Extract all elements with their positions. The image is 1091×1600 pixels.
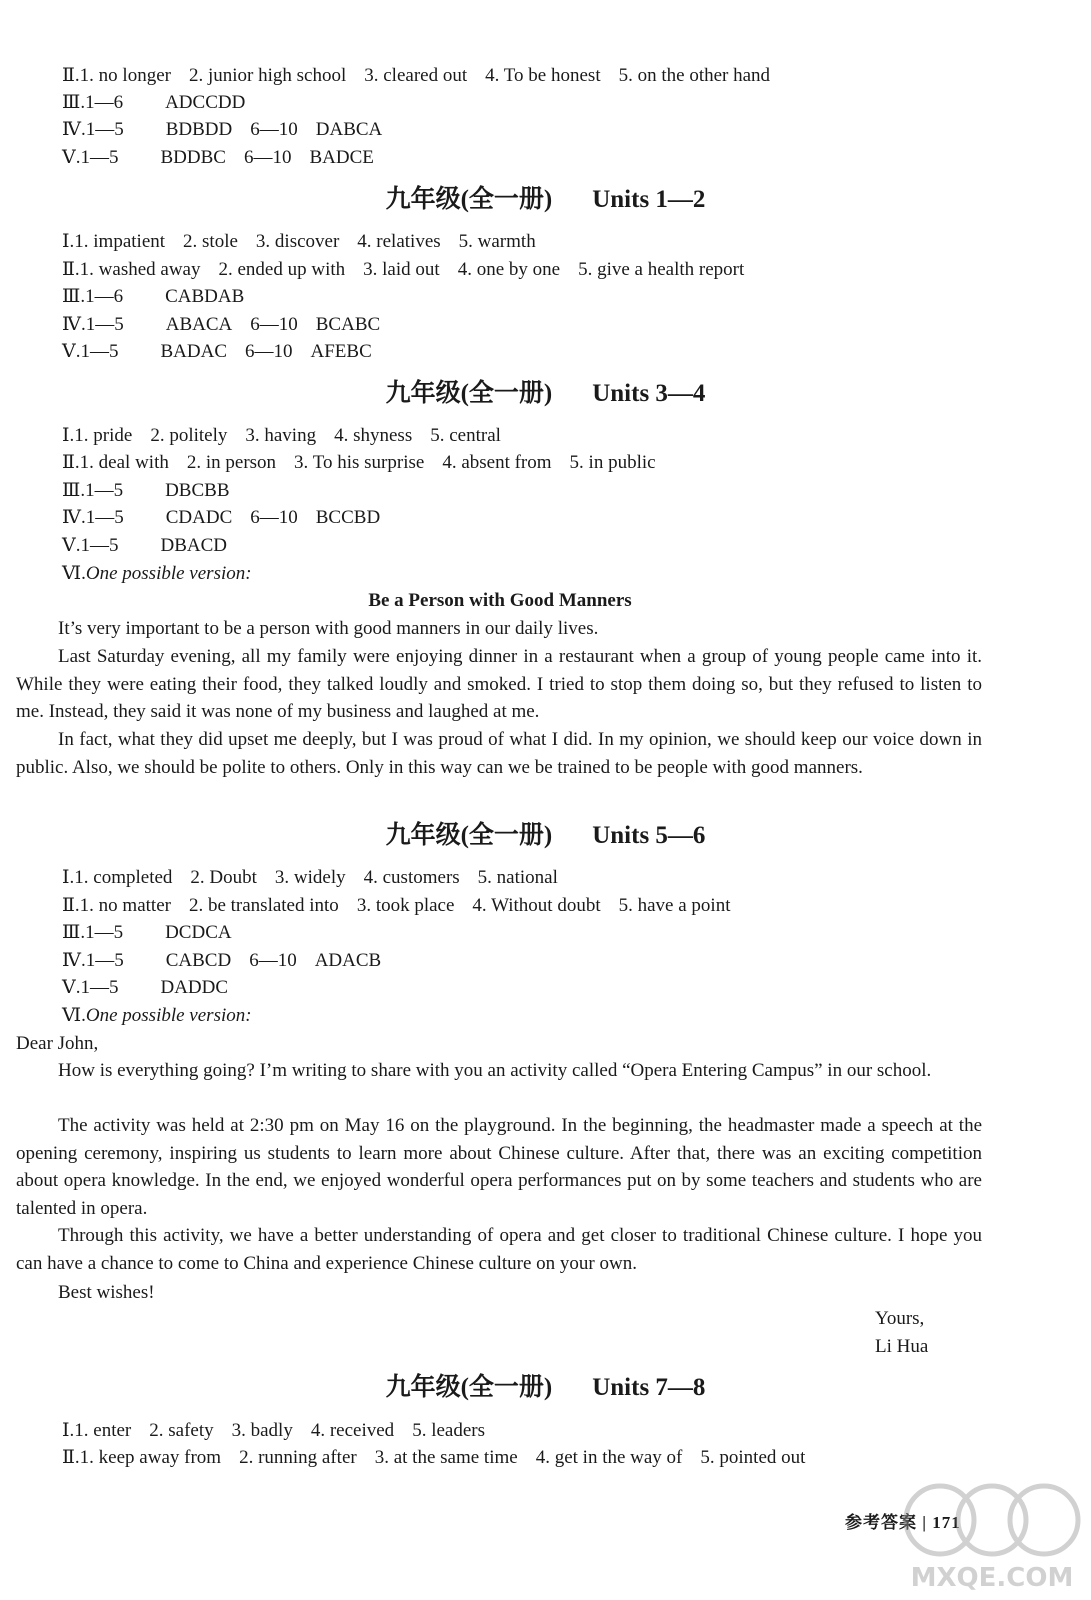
answer-line: Ⅱ.1. deal with 2. in person 3. To his surprise 4. absent from 5. in public (62, 452, 656, 473)
page-number: 171 (932, 1513, 961, 1532)
answer-line: Ⅲ.1—6 ADCCDD (62, 92, 246, 113)
section-heading: 九年级(全一册) Units 5—6 (385, 822, 706, 849)
essay-paragraph: Last Saturday evening, all my family were enjoying dinner in a restaurant when a group of young people came into it. While they were eating their food, they talked loudly and smoked. I tried to stop them doing so, but they refused to listen to me. Instead, they said it was none of my business and laughed at me. (16, 646, 982, 723)
answer-line: Ⅳ.1—5 CDADC 6—10 BCCBD (62, 507, 381, 528)
version-label: Ⅵ.One possible version: (62, 1005, 252, 1026)
answer-line: Ⅲ.1—6 CABDAB (62, 286, 245, 307)
essay-title: Be a Person with Good Manners (368, 590, 632, 611)
version-label: Ⅵ.One possible version: (62, 563, 252, 584)
section-heading: 九年级(全一册) Units 3—4 (385, 380, 706, 407)
answer-line: Ⅱ.1. keep away from 2. running after 3. at the same time 4. get in the way of 5. pointed out (62, 1447, 806, 1468)
letter-signature: Li Hua (875, 1336, 929, 1357)
answer-line: Ⅱ.1. washed away 2. ended up with 3. laid out 4. one by one 5. give a health report (62, 259, 745, 280)
answer-line: Ⅴ.1—5 BADAC 6—10 AFEBC (62, 341, 372, 362)
watermark-logo (900, 1478, 1085, 1596)
letter-paragraph: The activity was held at 2:30 pm on May 16 on the playground. In the beginning, the headmaster made a speech at the opening ceremony, inspiring us students to learn more about Chinese culture. After that, there was an exciting competition about opera knowledge. In the end, we enjoyed wonderful opera performances put on by some teachers and students who are talented in opera. (16, 1115, 982, 1220)
answer-line: Ⅳ.1—5 BDBDD 6—10 DABCA (62, 119, 383, 140)
answer-line: Ⅰ.1. completed 2. Doubt 3. widely 4. customers 5. national (62, 867, 558, 888)
answer-line: Ⅴ.1—5 DBACD (62, 535, 227, 556)
answer-line: Ⅱ.1. no matter 2. be translated into 3. took place 4. Without doubt 5. have a point (62, 895, 731, 916)
answer-line: Ⅳ.1—5 CABCD 6—10 ADACB (62, 950, 382, 971)
answer-line: Ⅴ.1—5 DADDC (62, 977, 229, 998)
answer-line: Ⅱ.1. no longer 2. junior high school 3. cleared out 4. To be honest 5. on the other hand (62, 65, 771, 86)
section-heading: 九年级(全一册) Units 7—8 (385, 1374, 706, 1401)
answer-line: Ⅲ.1—5 DBCBB (62, 480, 230, 501)
watermark-text: MXQE.COM (910, 1563, 1074, 1593)
essay-paragraph: In fact, what they did upset me deeply, but I was proud of what I did. In my opinion, we should keep our voice down in public. Also, we should be polite to others. Only in this way can we be trained to be people with good manners. (16, 729, 982, 778)
answer-line: Ⅲ.1—5 DCDCA (62, 922, 232, 943)
letter-paragraph: Through this activity, we have a better understanding of opera and get closer to traditional Chinese culture. I hope you can have a chance to come to China and experience Chinese culture on your own. (16, 1225, 982, 1274)
essay-paragraph: It’s very important to be a person with good manners in our daily lives. (58, 618, 599, 639)
letter-greeting: Dear John, (16, 1033, 99, 1054)
letter-closing: Yours, (875, 1308, 925, 1329)
letter-paragraph: Best wishes! (58, 1282, 155, 1303)
answer-line: Ⅰ.1. impatient 2. stole 3. discover 4. relatives 5. warmth (62, 231, 536, 252)
answer-line: Ⅳ.1—5 ABACA 6—10 BCABC (62, 314, 381, 335)
section-heading: 九年级(全一册) Units 1—2 (385, 186, 706, 213)
letter-paragraph: How is everything going? I’m writing to share with you an activity called “Opera Entering Campus” in our school. (58, 1060, 932, 1081)
answer-line: Ⅰ.1. pride 2. politely 3. having 4. shyness 5. central (62, 425, 501, 446)
answer-line: Ⅰ.1. enter 2. safety 3. badly 4. received 5. leaders (62, 1420, 485, 1441)
footer-separator: | (922, 1513, 927, 1532)
footer-label: 参考答案 (845, 1513, 917, 1532)
answer-line: Ⅴ.1—5 BDDBC 6—10 BADCE (62, 147, 374, 168)
